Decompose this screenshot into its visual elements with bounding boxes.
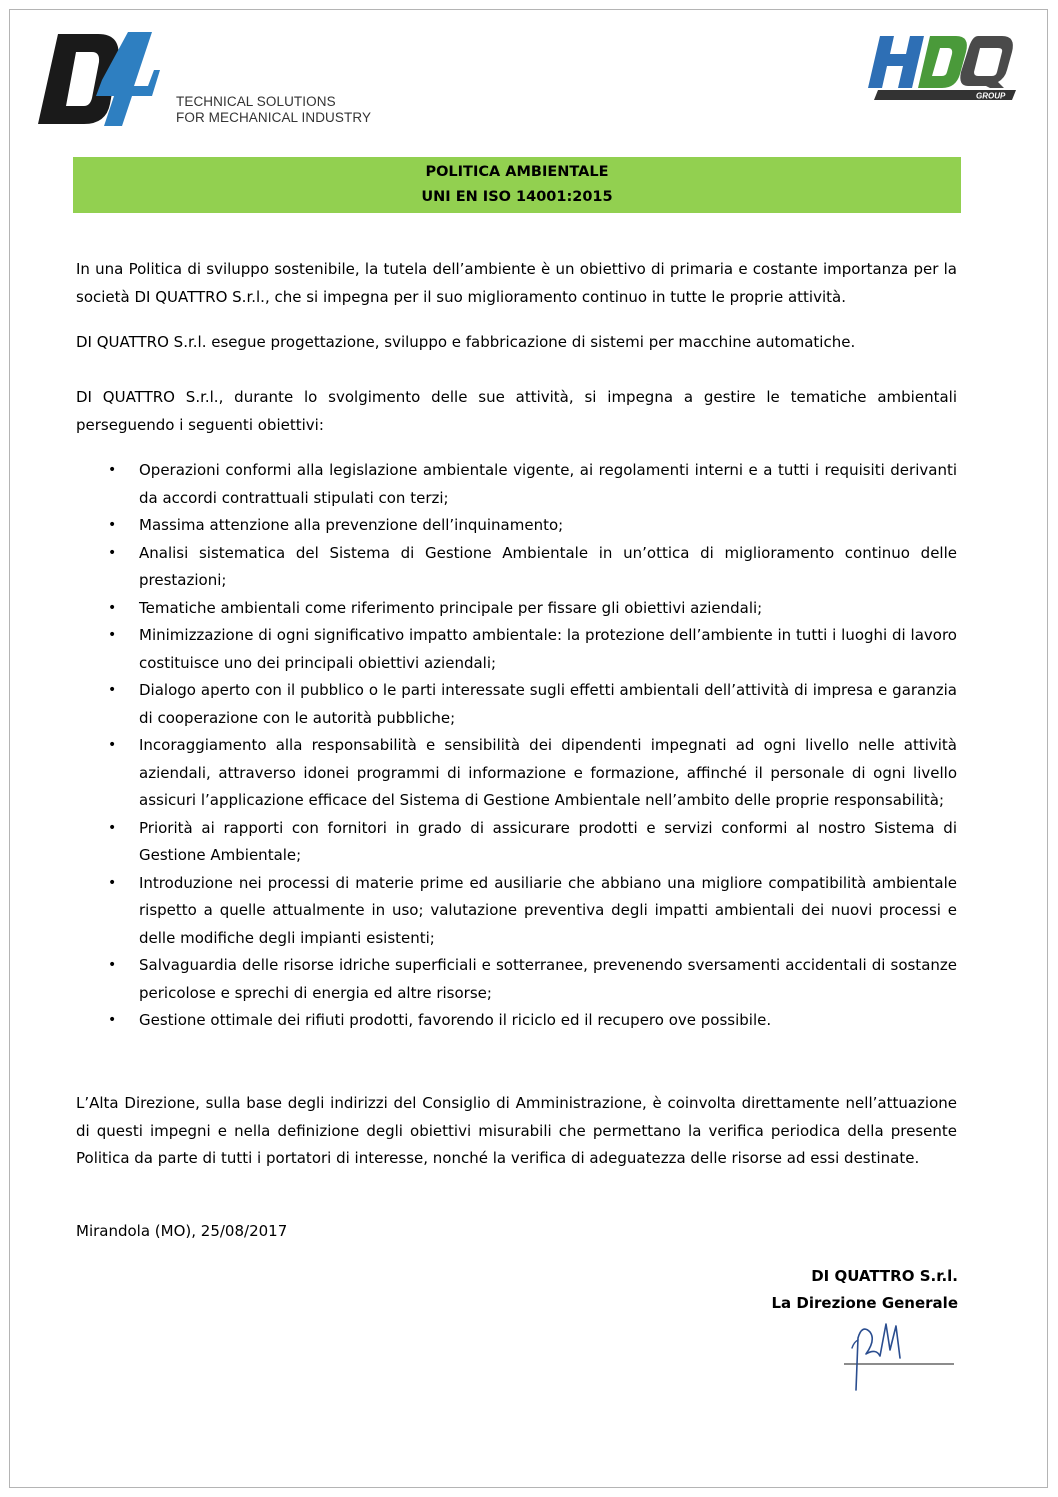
signature-block xyxy=(772,1263,959,1317)
objective-text: Salvaguardia delle risorse idriche superficiali e sotterranee, prevenendo sversamenti accidentali di sostanze pericolose e sprechi di energia ed altre risorse; xyxy=(139,956,957,1002)
document-title: POLITICA AMBIENTALE xyxy=(425,164,609,180)
objective-text: Tematiche ambientali come riferimento principale per fissare gli obiettivi aziendali; xyxy=(139,598,763,617)
bullet-icon: • xyxy=(108,599,117,616)
bullet-icon: • xyxy=(108,627,117,643)
commitment-paragraph xyxy=(76,384,957,439)
tagline-line-2: FOR MECHANICAL INDUSTRY xyxy=(176,110,372,125)
objective-item xyxy=(76,622,957,677)
objective-text: Gestione ottimale dei rifiuti prodotti, favorendo il riciclo ed il recupero ove possibile. xyxy=(139,1011,772,1029)
direction-text: L’Alta Direzione, sulla base degli indirizzi del Consiglio di Amministrazione, è coinvolta direttamente nell’attuazione di questi impegni e nella definizione degli obiettivi misurabili che permettano la verifica periodica della presente Politica da parte di tutti i portatori di interesse, nonché la verifica di adeguatezza delle risorse ad essi destinate. xyxy=(76,1094,957,1167)
direction-paragraph xyxy=(76,1090,957,1173)
hdq-group-logo xyxy=(866,30,1022,102)
objective-item xyxy=(76,512,957,540)
place-date xyxy=(76,1218,957,1246)
objective-text: Incoraggiamento alla responsabilità e sensibilità dei dipendenti impegnati ad ogni livello nelle attività aziendali, attraverso idonei programmi di informazione e formazione, affinché il personale di ogni livello assicuri l’applicazione efficace del Sistema di Gestione Ambientale nell’ambito delle proprie responsabilità; xyxy=(139,736,957,809)
bullet-icon: • xyxy=(108,737,117,753)
intro-text: In una Politica di sviluppo sostenibile, la tutela dell’ambiente è un obiettivo di primaria e costante importanza per la società DI QUATTRO S.r.l., che si impegna per il suo miglioramento continuo in tutte le proprie attività. xyxy=(76,260,957,306)
objective-text: Operazioni conformi alla legislazione ambientale vigente, ai regolamenti interni e a tutti i requisiti derivanti da accordi contrattuali stipulati con terzi; xyxy=(139,461,957,507)
objective-text: Minimizzazione di ogni significativo impatto ambientale: la protezione dell’ambiente in tutti i luoghi di lavoro costituisce uno dei principali obiettivi aziendali; xyxy=(139,626,957,672)
place-date-text: Mirandola (MO), 25/08/2017 xyxy=(76,1222,288,1240)
activity-text: DI QUATTRO S.r.l. esegue progettazione, sviluppo e fabbricazione di sistemi per macchine automatiche. xyxy=(76,333,856,351)
signature-role: La Direzione Generale xyxy=(771,1294,958,1312)
objective-text: Dialogo aperto con il pubblico o le parti interessate sugli effetti ambientali dell’attività di impresa e garanzia di cooperazione con le autorità pubbliche; xyxy=(139,681,957,727)
bullet-icon: • xyxy=(108,819,117,836)
objective-text: Introduzione nei processi di materie prime ed ausiliarie che abbiano una migliore compatibilità ambientale rispetto a quelle attualmente in uso; valutazione preventiva degli impatti ambientali dei nuovi processi e delle modifiche degli impianti esistenti; xyxy=(139,873,957,947)
handwritten-signature xyxy=(840,1318,960,1393)
d4-logo xyxy=(36,30,372,130)
document-standard: UNI EN ISO 14001:2015 xyxy=(421,189,613,205)
objectives-list xyxy=(76,457,957,1035)
bullet-icon: • xyxy=(108,874,117,891)
bullet-icon: • xyxy=(108,1012,117,1028)
objective-text: Massima attenzione alla prevenzione dell’inquinamento; xyxy=(139,516,564,534)
bullet-icon: • xyxy=(108,544,117,561)
activity-paragraph xyxy=(76,329,957,357)
bullet-icon: • xyxy=(108,682,117,698)
tagline-line-1: TECHNICAL SOLUTIONS xyxy=(176,94,336,109)
objective-item xyxy=(76,457,957,512)
objective-item xyxy=(76,540,957,595)
commitment-text: DI QUATTRO S.r.l., durante lo svolgimento delle sue attività, si impegna a gestire le tematiche ambientali perseguendo i seguenti obiettivi: xyxy=(76,388,957,434)
objective-item xyxy=(76,732,957,815)
objective-item xyxy=(76,1007,957,1035)
intro-paragraph xyxy=(76,256,957,311)
bullet-icon: • xyxy=(108,517,117,533)
objective-text: Analisi sistematica del Sistema di Gestione Ambientale in un’ottica di miglioramento continuo delle prestazioni; xyxy=(139,543,957,589)
signature-company: DI QUATTRO S.r.l. xyxy=(811,1267,958,1285)
bullet-icon: • xyxy=(108,462,117,478)
hdq-logo-mark xyxy=(866,30,1022,102)
d4-tagline xyxy=(176,94,371,126)
d4-logo-mark xyxy=(36,30,161,128)
objective-item xyxy=(76,815,957,870)
objective-item xyxy=(76,595,957,623)
objective-item xyxy=(76,952,957,1007)
objective-item xyxy=(76,677,957,732)
bullet-icon: • xyxy=(108,957,117,973)
hdq-group-label: GROUP xyxy=(976,91,1006,101)
objective-item xyxy=(76,870,957,953)
objective-text: Priorità ai rapporti con fornitori in grado di assicurare prodotti e servizi conformi al nostro Sistema di Gestione Ambientale; xyxy=(139,818,957,864)
title-band xyxy=(73,157,961,213)
